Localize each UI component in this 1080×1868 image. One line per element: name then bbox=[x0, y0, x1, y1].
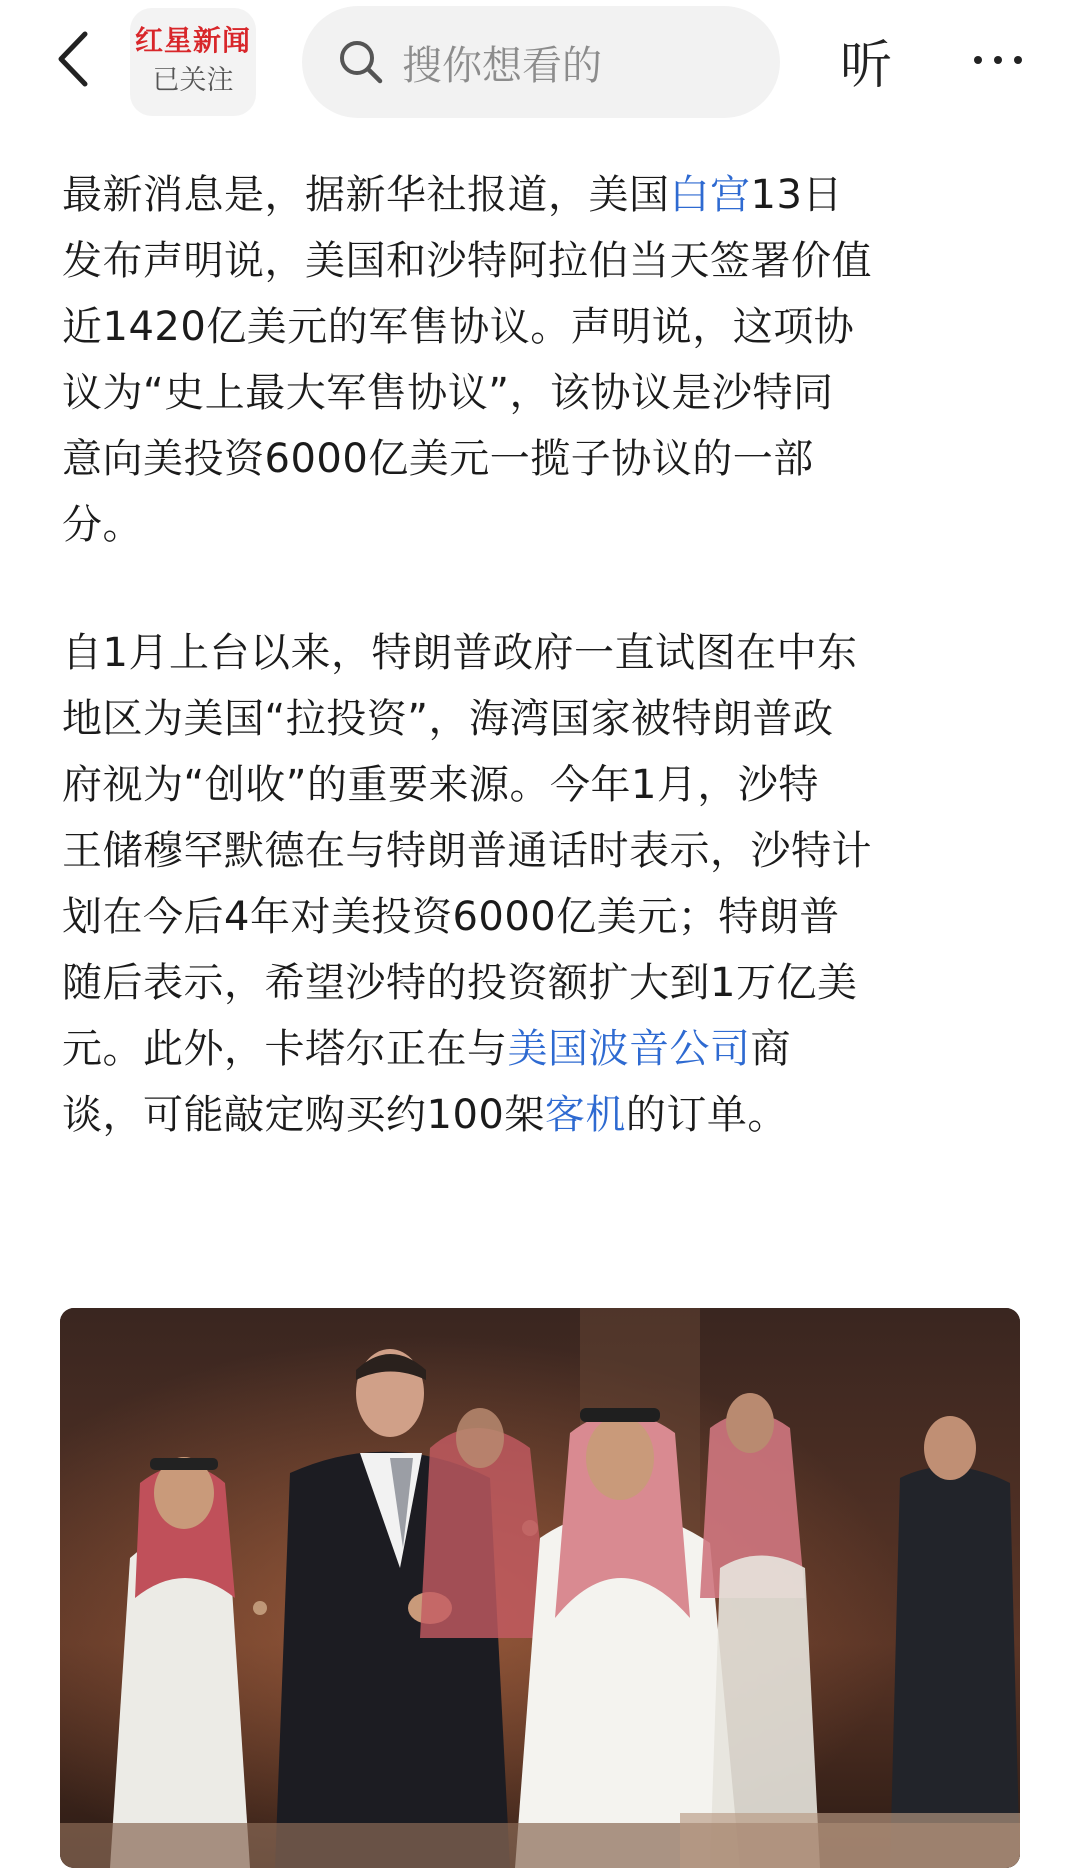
text-segment: 最新消息是，据新华社报道，美国 bbox=[62, 172, 670, 218]
paragraph-line bbox=[62, 1082, 1032, 1148]
link-boeing[interactable]: 美国波音公司 bbox=[507, 1026, 751, 1072]
more-icon bbox=[968, 56, 1028, 64]
search-input[interactable] bbox=[302, 6, 780, 118]
article-paragraph-2 bbox=[62, 620, 1032, 1148]
chevron-left-icon bbox=[55, 30, 89, 88]
paragraph-line: 发布声明说，美国和沙特阿拉伯当天签署价值 bbox=[62, 238, 872, 284]
article-paragraph-1 bbox=[62, 162, 1032, 558]
paragraph-line: 划在今后4年对美投资6000亿美元；特朗普 bbox=[62, 894, 840, 940]
paragraph-line bbox=[62, 1016, 1032, 1082]
text-segment: 商 bbox=[750, 1026, 791, 1072]
paragraph-line: 议为“史上最大军售协议”，该协议是沙特同 bbox=[62, 370, 834, 416]
paragraph-line: 近1420亿美元的军售协议。声明说，这项协 bbox=[62, 304, 855, 350]
paragraph-line: 王储穆罕默德在与特朗普通话时表示，沙特计 bbox=[62, 828, 872, 874]
text-segment: 的订单。 bbox=[625, 1092, 788, 1138]
paragraph-line: 意向美投资6000亿美元一揽子协议的一部 bbox=[62, 436, 814, 482]
text-segment: 元。此外，卡塔尔正在与 bbox=[62, 1026, 508, 1072]
media-account-badge[interactable] bbox=[130, 8, 256, 116]
paragraph-line bbox=[62, 162, 1032, 228]
article-photo[interactable] bbox=[60, 1308, 1020, 1868]
media-logo: 红星新闻 bbox=[134, 24, 251, 57]
back-button[interactable] bbox=[40, 22, 104, 96]
search-icon bbox=[338, 39, 384, 85]
follow-status[interactable]: 已关注 bbox=[152, 65, 234, 96]
link-white-house[interactable]: 白宫 bbox=[669, 172, 751, 218]
paragraph-line: 自1月上台以来，特朗普政府一直试图在中东 bbox=[62, 630, 858, 676]
paragraph-line: 随后表示，希望沙特的投资额扩大到1万亿美 bbox=[62, 960, 858, 1006]
paragraph-line: 府视为“创收”的重要来源。今年1月，沙特 bbox=[62, 762, 819, 808]
paragraph-line: 地区为美国“拉投资”，海湾国家被特朗普政 bbox=[62, 696, 834, 742]
paragraph-line: 分。 bbox=[62, 502, 143, 548]
text-segment: 谈，可能敲定购买约100架 bbox=[62, 1092, 545, 1138]
top-nav-bar bbox=[0, 0, 1080, 122]
text-segment: 13日 bbox=[750, 172, 843, 218]
listen-button[interactable]: 听 bbox=[839, 35, 892, 96]
search-placeholder: 搜你想看的 bbox=[402, 42, 602, 89]
person-edge-right bbox=[890, 1416, 1020, 1868]
link-airliner[interactable]: 客机 bbox=[544, 1092, 626, 1138]
article-body bbox=[62, 162, 1032, 1148]
more-button[interactable] bbox=[960, 32, 1036, 88]
